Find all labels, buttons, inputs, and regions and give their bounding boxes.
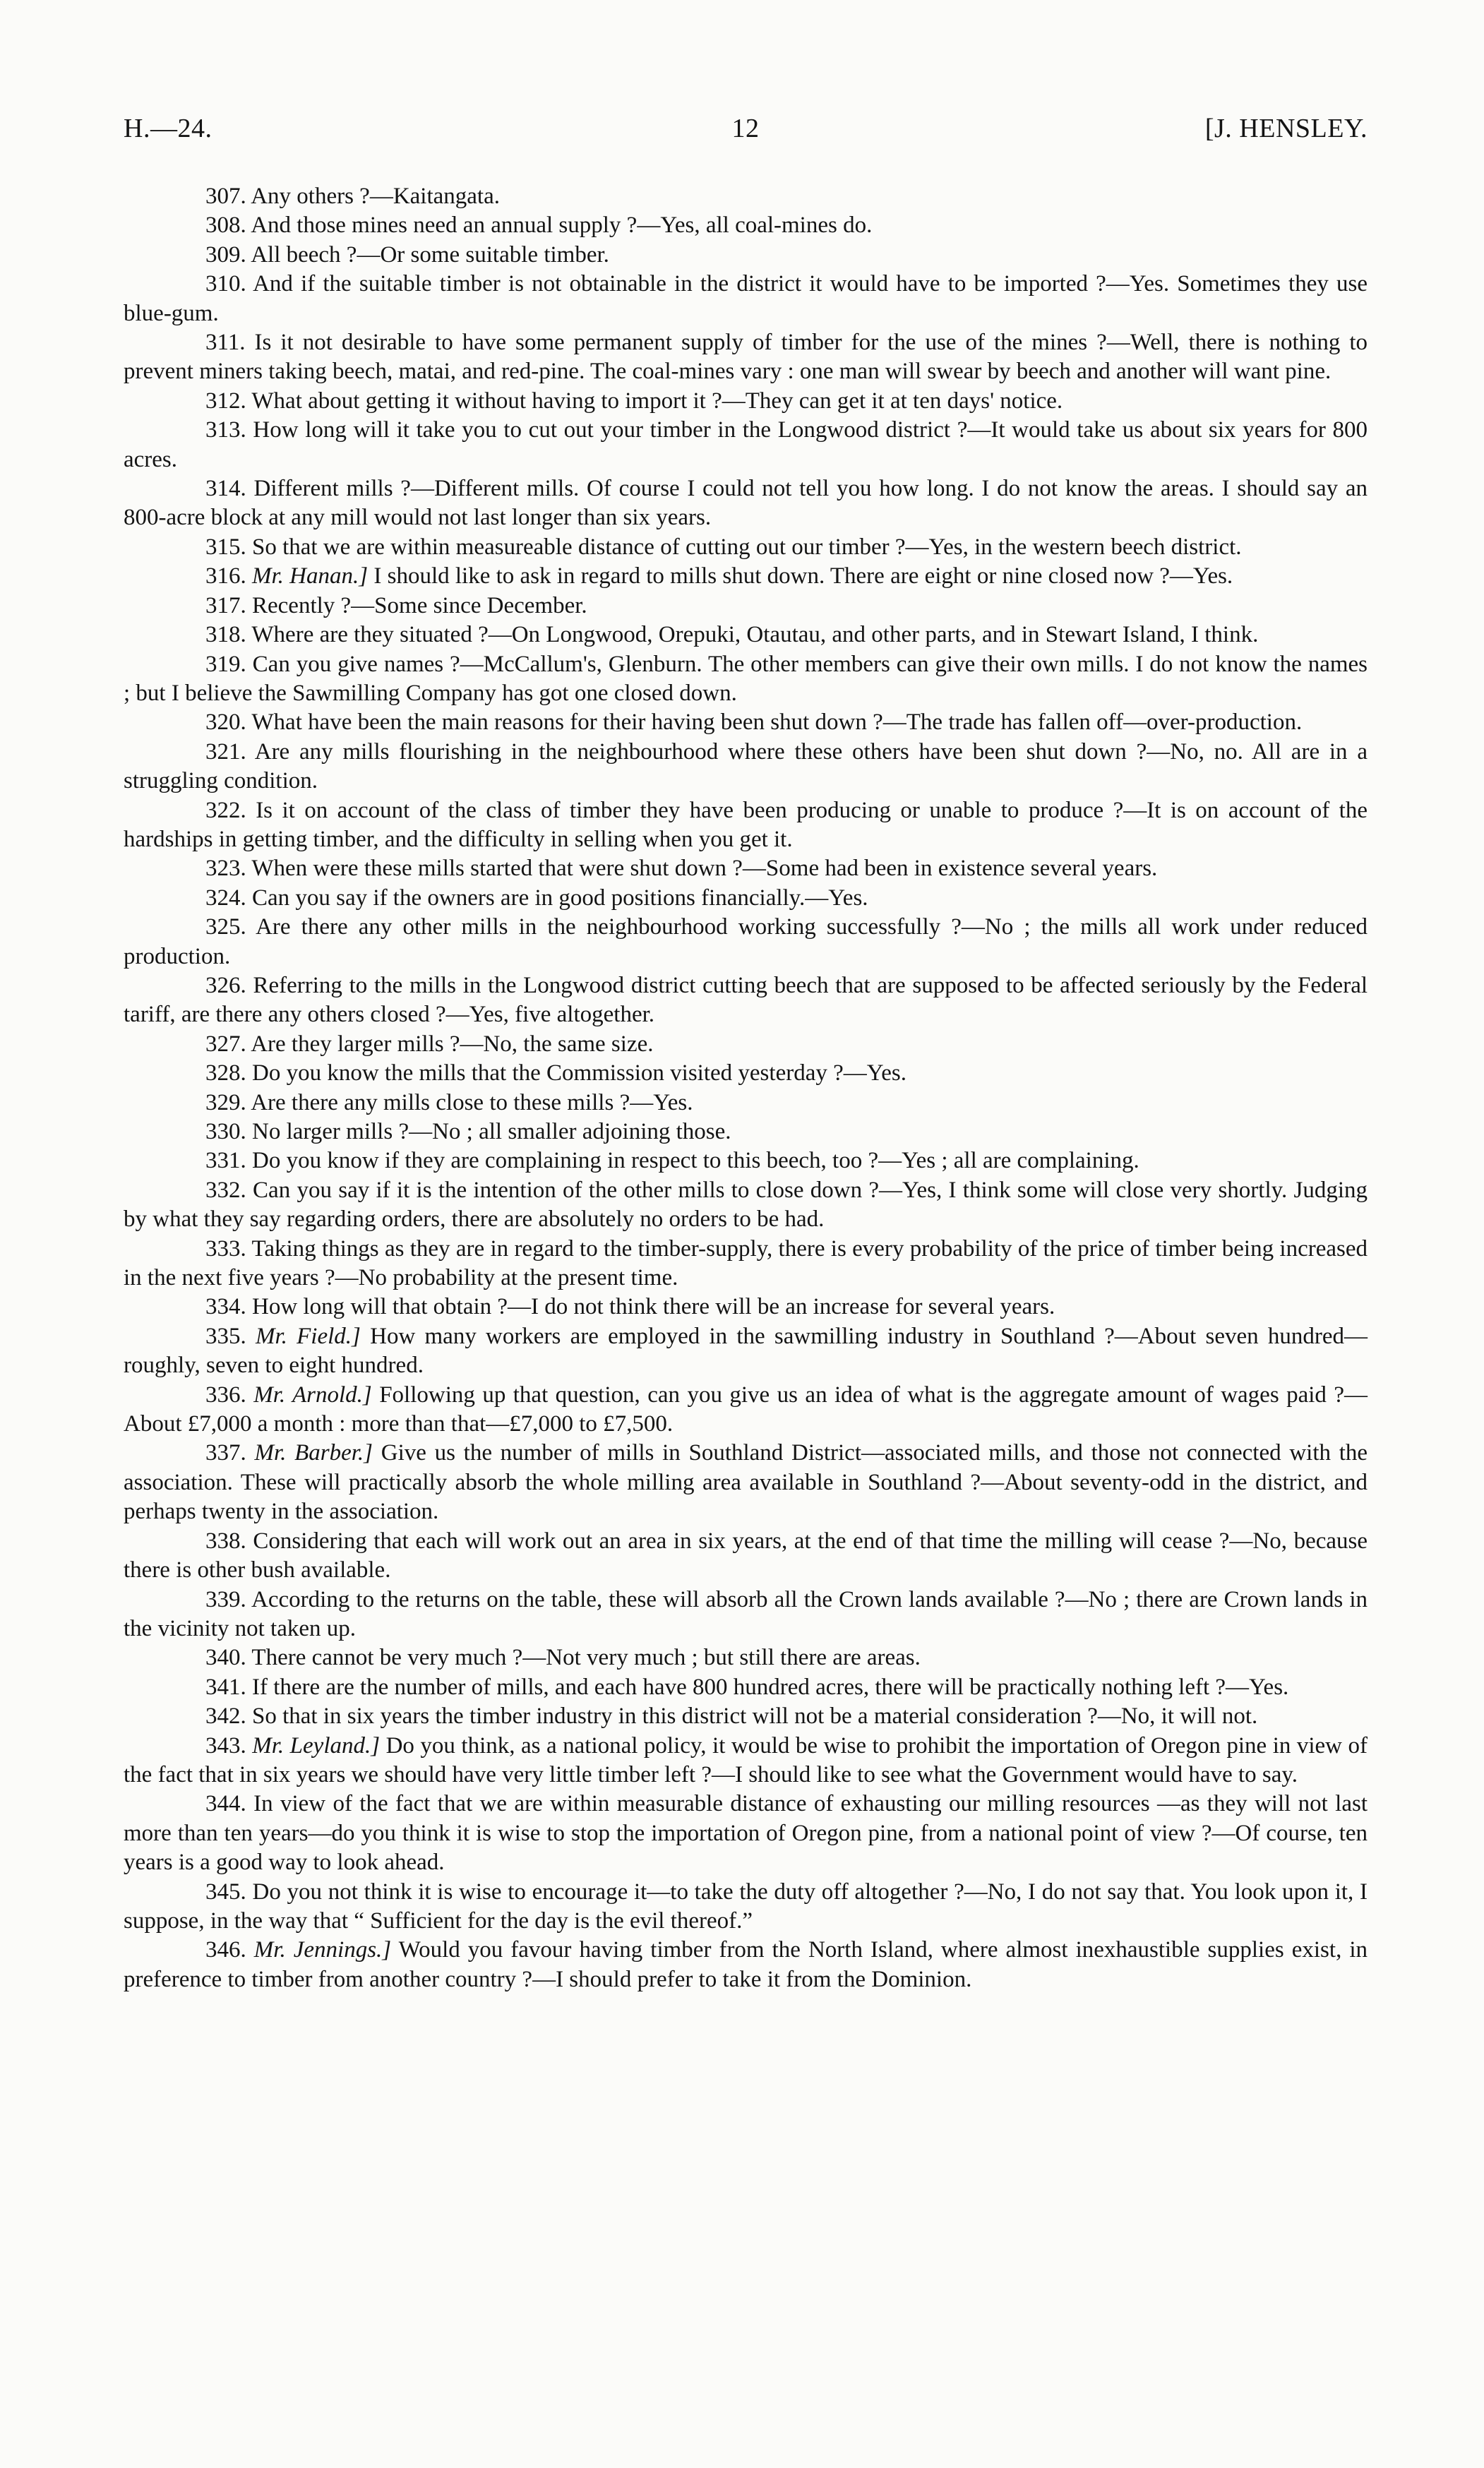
question-paragraph [124,738,1368,796]
question-answer-text: All beech ?—Or some suitable timber. [251,241,609,268]
question-answer-text: And those mines need an annual supply ?—Yes, all coal-mines do. [251,212,873,239]
question-answer-text: Are there any mills close to these mills ?—Yes. [251,1089,693,1115]
speaker-name: Mr. Arnold.] [253,1382,372,1408]
question-answer-text: Do you know the mills that the Commission visited yesterday ?—Yes. [252,1060,907,1086]
question-answer-text: I should like to ask in regard to mills shut down. There are eight or nine closed now ?—Yes. [373,563,1233,589]
question-answer-text: And if the suitable timber is not obtainable in the district it would have to be imported ?—Yes. Sometimes they use blue-gum. [124,271,1368,326]
question-answer-text: Recently ?—Some since December. [252,592,587,618]
question-paragraph [124,474,1368,533]
question-paragraph [124,1381,1368,1439]
question-answer-text: Do you know if they are complaining in respect to this beech, too ?—Yes ; all are complaining. [252,1148,1139,1174]
question-answer-text: Give us the number of mills in Southland District—associated mills, and those not connected with the association. These will practically absorb the whole milling area available in Southland ?—About seventy-odd in the district, and perhaps twenty in the association. [124,1440,1368,1525]
question-number: 344. [205,1791,246,1817]
question-paragraph [124,1790,1368,1877]
question-number: 318. [205,622,246,648]
question-paragraph [124,416,1368,474]
question-number: 345. [205,1879,246,1905]
question-paragraph [124,1643,1368,1672]
question-answer-text: Are any mills flourishing in the neighbourhood where these others have been shut down ?—No, no. All are in a struggling condition. [124,738,1368,794]
question-paragraph [124,1586,1368,1644]
question-number: 315. [205,534,246,560]
page-number: 12 [731,114,760,143]
question-answer-text: According to the returns on the table, these will absorb all the Crown lands available ?—No ; there are Crown lands in the vicinity not taken up. [124,1586,1368,1641]
question-number: 309. [205,241,246,268]
question-number: 323. [205,856,246,882]
question-paragraph [124,270,1368,328]
question-answer-text: Can you say if it is the intention of the other mills to close down ?—Yes, I think some will close very shortly. Judging by what they say regarding orders, there are absolutely no orders to be had. [124,1177,1368,1233]
question-number: 320. [205,709,246,736]
question-paragraph [124,1235,1368,1293]
question-answer-text: Are they larger mills ?—No, the same size. [251,1031,654,1057]
question-paragraph [124,1118,1368,1146]
question-number: 335. [205,1323,246,1349]
question-answer-text: Taking things as they are in regard to the timber-supply, there is every probability of the price of timber being increased in the next five years ?—No probability at the present time. [124,1235,1368,1291]
question-answer-text: What about getting it without having to import it ?—They can get it at ten days' notice. [251,388,1063,414]
evidence-text [124,182,1368,1994]
question-paragraph [124,1527,1368,1586]
question-number: 341. [205,1674,246,1700]
question-paragraph [124,1176,1368,1235]
question-answer-text: Different mills ?—Different mills. Of course I could not tell you how long. I do not know the areas. I should say an 800-acre block at any mill would not last longer than six years. [124,476,1368,531]
question-paragraph [124,796,1368,855]
question-paragraph [124,884,1368,913]
question-number: 327. [205,1031,246,1057]
question-paragraph [124,1146,1368,1175]
question-paragraph [124,1439,1368,1526]
question-paragraph [124,913,1368,971]
question-paragraph [124,621,1368,649]
question-answer-text: So that in six years the timber industry in this district will not be a material consideration ?—No, it will not. [252,1703,1258,1730]
question-answer-text: So that we are within measureable distance of cutting out our timber ?—Yes, in the western beech district. [252,534,1242,560]
question-answer-text: Do you not think it is wise to encourage it—to take the duty off altogether ?—No, I do not say that. You look upon it, I suppose, in the way that “ Sufficient for the day is the evil thereof.” [124,1879,1368,1934]
question-answer-text: How long will that obtain ?—I do not think there will be an increase for several years. [252,1294,1055,1320]
question-answer-text: What have been the main reasons for their having been shut down ?—The trade has fallen off—over-production. [251,709,1303,736]
question-number: 338. [205,1528,246,1554]
question-number: 307. [205,184,246,209]
question-answer-text: How long will it take you to cut out your timber in the Longwood district ?—It would take us about six years for 800 acres. [124,417,1368,472]
document-reference: H.—24. [124,114,213,143]
question-number: 313. [205,417,246,443]
question-number: 340. [205,1645,246,1671]
question-paragraph [124,1030,1368,1059]
question-number: 319. [205,651,246,677]
question-paragraph [124,1673,1368,1702]
question-answer-text: Can you say if the owners are in good positions financially.—Yes. [252,885,868,911]
question-answer-text: Following up that question, can you give us an idea of what is the aggregate amount of wages paid ?—About £7,000 a month : more than that—£7,000 to £7,500. [124,1382,1368,1437]
question-answer-text: Is it not desirable to have some permanent supply of timber for the use of the mines ?—Well, there is nothing to prevent miners taking beech, matai, and red-pine. The coal-mines vary : one man will swear by beech and another will want pine. [124,330,1368,385]
speaker-name: Mr. Leyland.] [252,1732,381,1759]
question-number: 342. [205,1703,246,1730]
question-paragraph [124,971,1368,1030]
question-answer-text: Referring to the mills in the Longwood district cutting beech that are supposed to be affected seriously by the Federal tariff, are there any others closed ?—Yes, five altogether. [124,972,1368,1028]
question-number: 346. [205,1937,246,1963]
question-answer-text: If there are the number of mills, and each have 800 hundred acres, there will be practically nothing left ?—Yes. [252,1674,1289,1700]
question-number: 326. [205,972,246,998]
speaker-name: Mr. Field.] [255,1323,361,1349]
question-number: 339. [205,1586,246,1612]
speaker-name: Mr. Hanan.] [252,563,369,589]
question-paragraph [124,854,1368,883]
question-paragraph [124,592,1368,621]
question-answer-text: Is it on account of the class of timber they have been producing or unable to produce ?—It is on account of the hardships in getting timber, and the difficulty in selling when you get it. [124,797,1368,852]
question-paragraph [124,328,1368,387]
question-answer-text: Where are they situated ?—On Longwood, Orepuki, Otautau, and other parts, and in Stewart Island, I think. [251,622,1259,648]
question-number: 308. [205,212,246,239]
question-answer-text: Any others ?—Kaitangata. [251,184,500,209]
question-answer-text: How many workers are employed in the sawmilling industry in Southland ?—About seven hundred—roughly, seven to eight hundred. [124,1323,1368,1379]
question-paragraph [124,533,1368,562]
question-paragraph [124,650,1368,709]
question-number: 329. [205,1089,246,1115]
question-number: 328. [205,1060,246,1086]
question-number: 330. [205,1119,246,1144]
question-number: 337. [205,1440,246,1466]
question-answer-text: Do you think, as a national policy, it would be wise to prohibit the importation of Oregon pine in view of the fact that in six years we should have very little timber left ?—I should like to see what the Government would have to say. [124,1732,1368,1787]
question-number: 332. [205,1177,246,1203]
question-paragraph [124,1322,1368,1381]
question-number: 325. [205,914,246,940]
question-paragraph [124,562,1368,591]
question-paragraph [124,1878,1368,1936]
question-paragraph [124,1293,1368,1322]
question-number: 317. [205,592,246,618]
question-number: 322. [205,797,246,823]
question-number: 334. [205,1294,246,1320]
question-paragraph [124,708,1368,737]
question-number: 310. [205,271,246,297]
question-paragraph [124,1702,1368,1731]
question-answer-text: Would you favour having timber from the North Island, where almost inexhaustible supplies exist, in preference to timber from another country ?—I should prefer to take it from the Dominion. [124,1937,1368,1992]
question-number: 343. [205,1732,246,1759]
question-number: 333. [205,1235,246,1262]
question-number: 331. [205,1148,246,1174]
speaker-name: Mr. Jennings.] [253,1937,392,1963]
question-paragraph [124,211,1368,240]
witness-name: [J. HENSLEY. [1204,114,1368,143]
question-paragraph [124,1089,1368,1118]
page-header [124,113,1368,155]
question-number: 311. [205,330,246,356]
question-answer-text: When were these mills started that were shut down ?—Some had been in existence several years. [251,856,1158,882]
speaker-name: Mr. Barber.] [254,1440,373,1466]
question-answer-text: Considering that each will work out an area in six years, at the end of that time the milling will cease ?—No, because there is other bush available. [124,1528,1368,1583]
question-answer-text: No larger mills ?—No ; all smaller adjoining those. [252,1119,731,1144]
question-paragraph [124,241,1368,270]
question-number: 316. [205,563,246,589]
question-number: 314. [205,476,246,502]
question-paragraph [124,1732,1368,1790]
question-answer-text: Can you give names ?—McCallum's, Glenburn. The other members can give their own mills. I do not know the names ; but I believe the Sawmilling Company has got one closed down. [124,651,1368,706]
question-paragraph [124,1936,1368,1994]
question-paragraph [124,387,1368,416]
question-paragraph [124,182,1368,211]
question-paragraph [124,1059,1368,1088]
question-answer-text: In view of the fact that we are within measurable distance of exhausting our milling resources —as they will not last more than ten years—do you think it is wise to stop the importation of Oregon pine, from a national point of view ?—Of course, ten years is a good way to look ahead. [124,1791,1368,1876]
question-answer-text: There cannot be very much ?—Not very much ; but still there are areas. [251,1645,921,1671]
question-answer-text: Are there any other mills in the neighbourhood working successfully ?—No ; the mills all work under reduced production. [124,914,1368,969]
question-number: 321. [205,738,246,765]
question-number: 312. [205,388,246,414]
question-number: 324. [205,885,246,911]
question-number: 336. [205,1382,246,1408]
